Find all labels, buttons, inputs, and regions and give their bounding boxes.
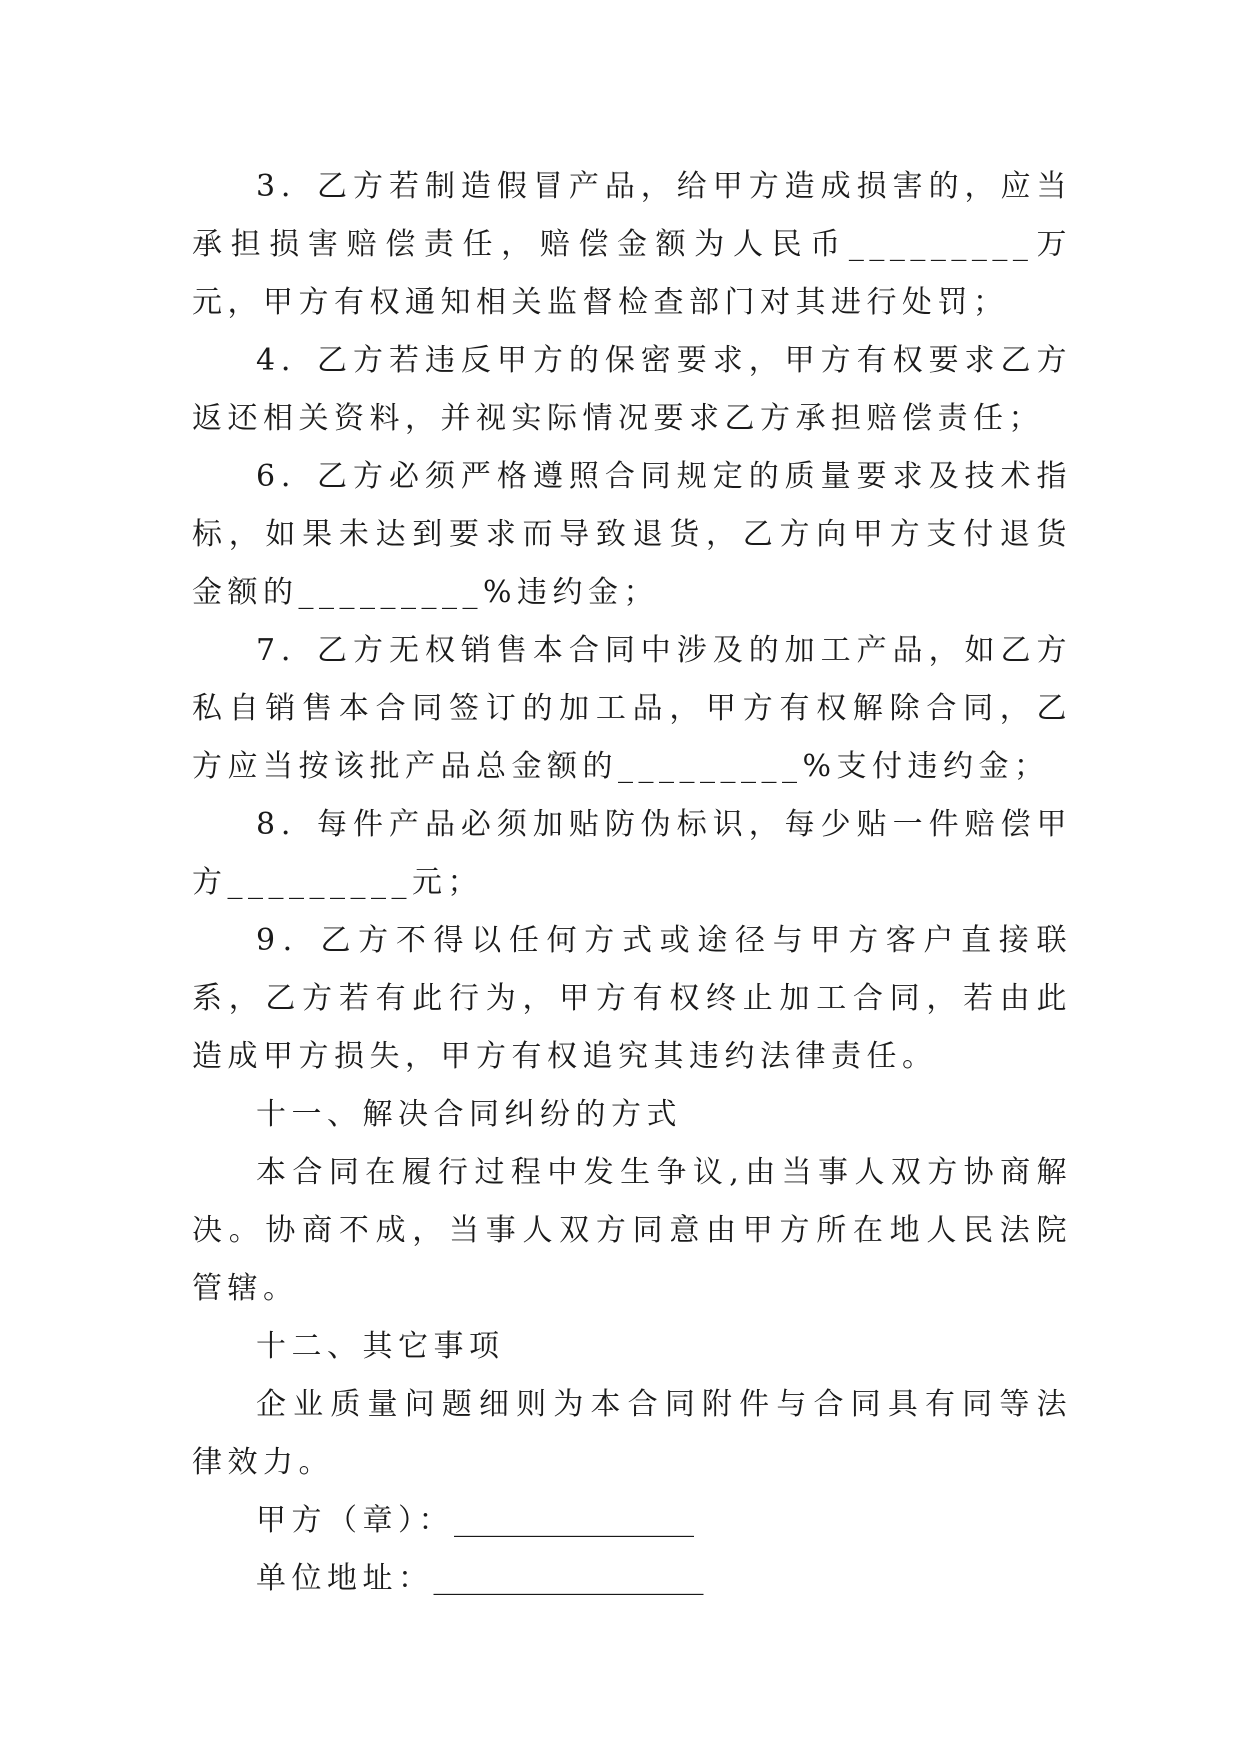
section-heading-other-matters: 十二、其它事项 [256, 1329, 505, 1364]
address-line [192, 1550, 1072, 1608]
other-matters-text: 企业质量问题细则为本合同附件与合同具有同等法律效力。 [192, 1387, 1072, 1480]
address-blank: __________________ [433, 1561, 704, 1596]
clause-7: 7．乙方无权销售本合同中涉及的加工产品，如乙方私自销售本合同签订的加工品，甲方有权解除合同，乙方应当按该批产品总金额的_________%支付违约金； [192, 633, 1072, 784]
dispute-resolution-text: 本合同在履行过程中发生争议,由当事人双方协商解决。协商不成，当事人双方同意由甲方所在地人民法院管辖。 [192, 1155, 1072, 1306]
party-a-signature-line [192, 1492, 1072, 1550]
clause-3: 3．乙方若制造假冒产品，给甲方造成损害的，应当承担损害赔偿责任，赔偿金额为人民币_________万元，甲方有权通知相关监督检查部门对其进行处罚； [192, 169, 1072, 320]
document-body [192, 158, 1072, 1608]
clause-6: 6．乙方必须严格遵照合同规定的质量要求及技术指标，如果未达到要求而导致退货，乙方向甲方支付退货金额的_________%违约金； [192, 459, 1072, 610]
clause-4: 4．乙方若违反甲方的保密要求，甲方有权要求乙方返还相关资料，并视实际情况要求乙方承担赔偿责任； [192, 343, 1072, 436]
party-a-label: 甲方（章）： [256, 1503, 454, 1538]
address-label: 单位地址： [256, 1561, 434, 1596]
clause-9: 9．乙方不得以任何方式或途径与甲方客户直接联系，乙方若有此行为，甲方有权终止加工合同，若由此造成甲方损失，甲方有权追究其违约法律责任。 [192, 923, 1072, 1074]
party-a-blank: ________________ [454, 1503, 694, 1538]
section-heading-dispute-resolution: 十一、解决合同纠纷的方式 [256, 1097, 682, 1132]
clause-8: 8．每件产品必须加贴防伪标识，每少贴一件赔偿甲方_________元； [192, 807, 1072, 900]
